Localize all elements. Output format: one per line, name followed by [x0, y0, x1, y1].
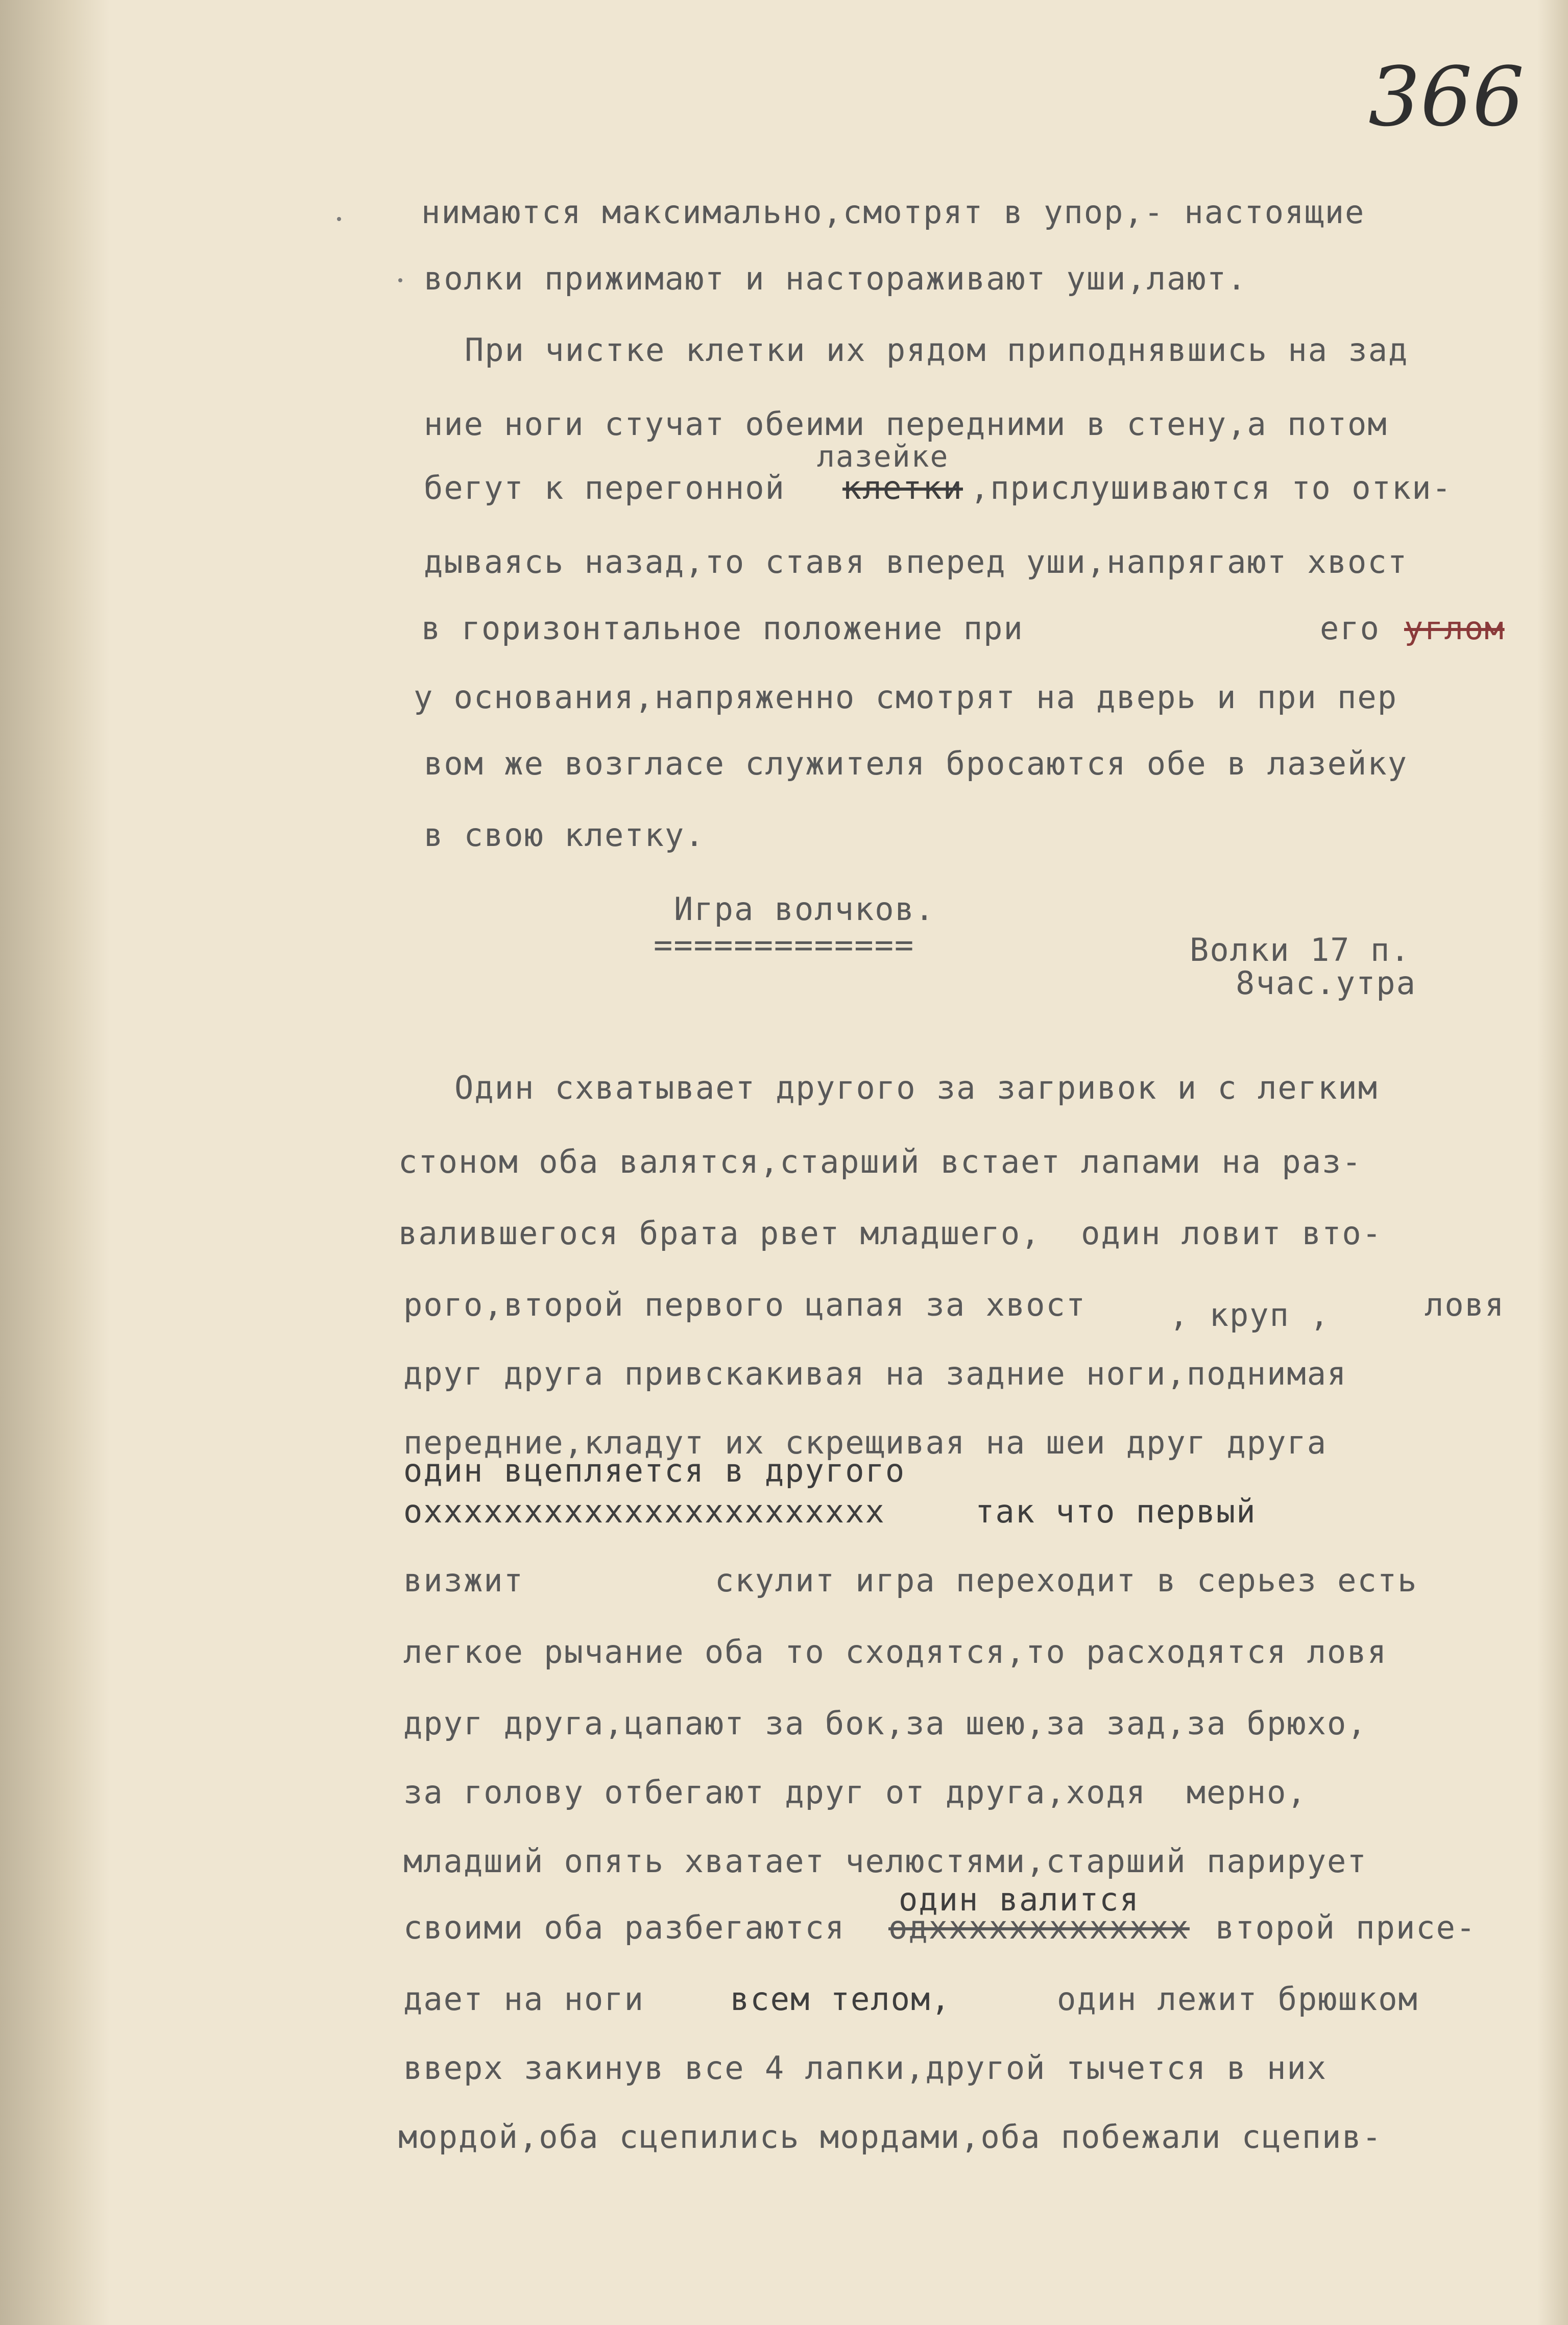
page-right-edge: [1537, 0, 1568, 2325]
text-line: дает на ноги: [403, 1980, 644, 2018]
struck-word: клетки: [842, 469, 963, 506]
inserted-text: один валится: [899, 1881, 1140, 1918]
page-left-shadow: [0, 0, 110, 2325]
text-line: валившегося брата рвет младшего, один ловит вто-: [398, 1215, 1383, 1252]
text-line: дываясь назад,то ставя вперед уши,напрягают хвост: [424, 543, 1408, 580]
section-heading: Игра волчков.: [674, 890, 935, 928]
inserted-line: один вцепляется в другого: [403, 1452, 906, 1489]
text-line: второй присе-: [1215, 1909, 1477, 1946]
text-line: его: [1320, 610, 1380, 647]
text-line: скулит игра переходит в серьез есть: [715, 1562, 1418, 1599]
text-line: в свою клетку.: [424, 816, 705, 854]
text-line: друг друга привскакивая на задние ноги,поднимая: [403, 1355, 1347, 1392]
text-line: в горизонтальное положение при: [421, 610, 1024, 647]
text-line: ние ноги стучат обеими передними в стену,а потом: [424, 405, 1388, 443]
date-label: Волки 17 п.: [1190, 931, 1411, 968]
inserted-text: , круп ,: [1169, 1296, 1330, 1334]
text-line: Один схватывает другого за загривок и с легким: [454, 1069, 1379, 1106]
text-line: друг друга,цапают за бок,за шею,за зад,за брюхо,: [403, 1705, 1367, 1742]
text-line: за голову отбегают друг от друга,ходя мерно,: [403, 1774, 1307, 1811]
text-line: так что первый: [975, 1493, 1257, 1530]
text-line: рого,второй первого цапая за хвост: [403, 1286, 1087, 1323]
page-number: 366: [1368, 49, 1525, 144]
text-line: волки прижимают и настораживают уши,лают.: [424, 260, 1247, 297]
text-line: один лежит брюшком: [1057, 1980, 1418, 2018]
text-line: всем телом,: [730, 1980, 951, 2018]
text-line: визжит: [403, 1562, 524, 1599]
struck-word: углом: [1404, 610, 1505, 647]
text-line: легкое рычание оба то сходятся,то расходятся ловя: [403, 1633, 1388, 1670]
text-line: стоном оба валятся,старший встает лапами на раз-: [398, 1143, 1362, 1180]
text-line: нимаются максимально,смотрят в упор,- настоящие: [421, 193, 1365, 231]
text-line: передние,кладут их скрещивая на шеи друг друга: [403, 1424, 1328, 1461]
text-line: своими оба разбегаются: [403, 1909, 846, 1946]
struck-text: оххххххххххххххххххххххх: [403, 1493, 885, 1530]
margin-mark: [398, 278, 402, 282]
text-line: младший опять хватает челюстями,старший парирует: [403, 1843, 1367, 1880]
text-line: мордой,оба сцепились мордами,оба побежали сцепив-: [398, 2118, 1383, 2156]
struck-text: одххххххххххххх: [888, 1909, 1190, 1946]
text-line: ,прислушиваются то отки-: [970, 469, 1452, 506]
time-label: 8час.утра: [1236, 964, 1416, 1002]
text-line: ловя: [1425, 1286, 1505, 1323]
text-line: При чистке клетки их рядом приподнявшись на зад: [465, 331, 1409, 369]
text-line: вверх закинув все 4 лапки,другой тычется в них: [403, 2049, 1328, 2087]
margin-mark: [337, 217, 341, 221]
inserted-word: лазейке: [817, 439, 949, 474]
text-line: бегут к перегонной: [424, 469, 785, 506]
heading-underline: =============: [654, 926, 915, 963]
text-line: у основания,напряженно смотрят на дверь и при пер: [414, 679, 1398, 716]
text-line: вом же возгласе служителя бросаются обе в лазейку: [424, 745, 1408, 782]
